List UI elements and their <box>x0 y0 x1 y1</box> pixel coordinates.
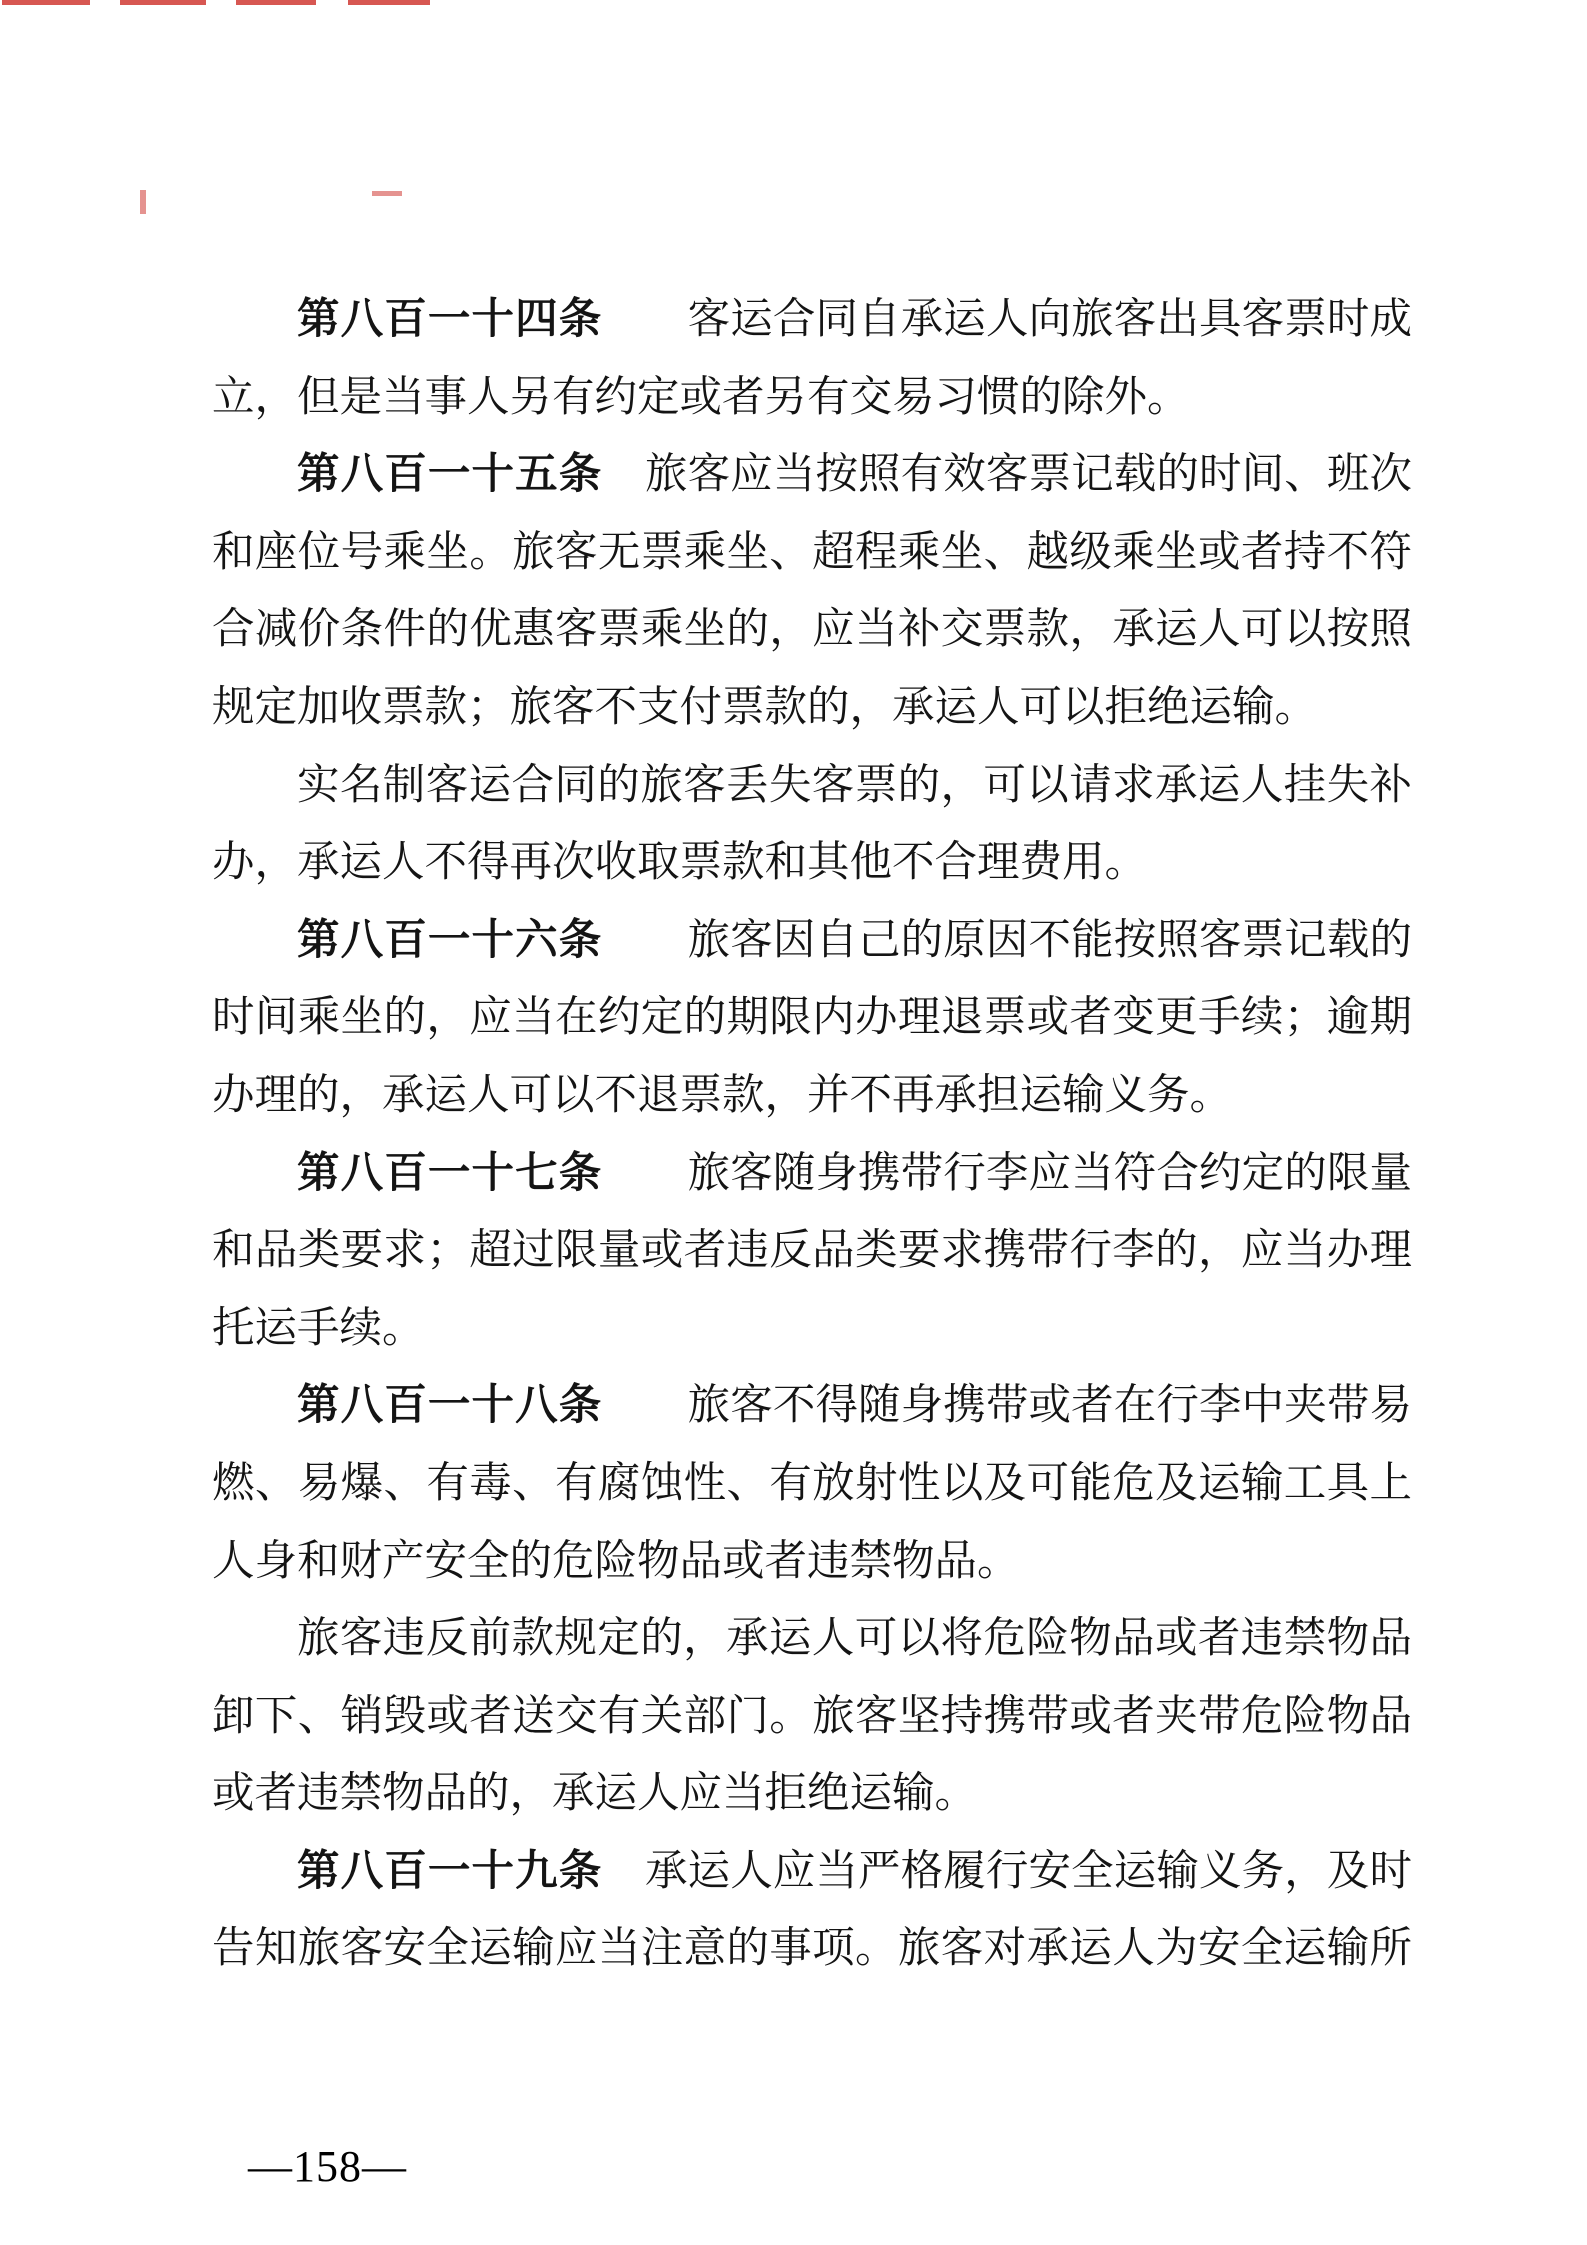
line-text: 或者违禁物品的，承运人应当拒绝运输。 <box>212 1770 978 1818</box>
text-line <box>212 1290 1412 1368</box>
text-line <box>212 1445 1412 1523</box>
article-number: 第八百一十五条 <box>297 451 603 499</box>
line-text: 客运合同自承运人向旅客出具客票时成 <box>602 296 1412 343</box>
text-line <box>212 1833 1412 1911</box>
line-text: 承运人应当严格履行安全运输义务，及时 <box>602 1847 1412 1895</box>
page-number: —158— <box>248 2142 407 2191</box>
line-text: 旅客不得随身携带或者在行李中夹带易 <box>602 1382 1412 1430</box>
text-line <box>212 747 1412 825</box>
scan-artifact-mark <box>120 0 206 5</box>
scan-artifact-mark <box>236 0 316 5</box>
text-line <box>212 1367 1412 1445</box>
line-text: 立，但是当事人另有约定或者另有交易习惯的除外。 <box>212 373 1190 421</box>
text-line <box>212 1910 1412 1988</box>
text-line <box>212 1212 1412 1290</box>
text-line <box>212 1057 1412 1135</box>
scan-artifact-mark <box>2 0 90 5</box>
text-line <box>212 1600 1412 1678</box>
article-number: 第八百一十四条 <box>297 296 603 343</box>
line-text: 和座位号乘坐。旅客无票乘坐、超程乘坐、越级乘坐或者持不符 <box>212 528 1412 576</box>
text-line <box>212 514 1412 592</box>
text-line <box>212 1135 1412 1213</box>
text-line <box>212 281 1412 359</box>
text-line <box>212 824 1412 902</box>
line-text: 实名制客运合同的旅客丢失客票的，可以请求承运人挂失补 <box>297 761 1412 809</box>
line-text: 和品类要求；超过限量或者违反品类要求携带行李的，应当办理 <box>212 1227 1412 1275</box>
article-number: 第八百一十七条 <box>297 1149 603 1197</box>
article-number: 第八百一十九条 <box>297 1847 603 1895</box>
line-text: 托运手续。 <box>212 1304 425 1352</box>
text-line <box>212 902 1412 980</box>
line-text: 旅客随身携带行李应当符合约定的限量 <box>602 1149 1412 1197</box>
line-text: 旅客应当按照有效客票记载的时间、班次 <box>602 451 1412 499</box>
scan-artifact-mark <box>348 0 430 5</box>
line-text: 告知旅客安全运输应当注意的事项。旅客对承运人为安全运输所 <box>212 1925 1412 1973</box>
text-line <box>212 979 1412 1057</box>
line-text: 办理的，承运人可以不退票款，并不再承担运输义务。 <box>212 1071 1233 1119</box>
text-line <box>212 669 1412 747</box>
text-line <box>212 359 1412 437</box>
line-text: 卸下、销毁或者送交有关部门。旅客坚持携带或者夹带危险物品 <box>212 1692 1412 1740</box>
text-line <box>212 1523 1412 1601</box>
line-text: 规定加收票款；旅客不支付票款的，承运人可以拒绝运输。 <box>212 683 1318 731</box>
article-number: 第八百一十八条 <box>297 1382 603 1430</box>
line-text: 办，承运人不得再次收取票款和其他不合理费用。 <box>212 839 1148 887</box>
text-line <box>212 1678 1412 1756</box>
line-text: 合减价条件的优惠客票乘坐的，应当补交票款，承运人可以按照 <box>212 606 1412 654</box>
line-text: 旅客因自己的原因不能按照客票记载的 <box>602 916 1412 964</box>
line-text: 旅客违反前款规定的，承运人可以将危险物品或者违禁物品 <box>297 1615 1412 1663</box>
text-line <box>212 436 1412 514</box>
line-text: 人身和财产安全的危险物品或者违禁物品。 <box>212 1537 1020 1585</box>
text-line <box>212 1755 1412 1833</box>
page-body-text <box>212 281 1412 1988</box>
scan-artifact-mark <box>140 190 146 214</box>
text-line <box>212 591 1412 669</box>
line-text: 时间乘坐的，应当在约定的期限内办理退票或者变更手续；逾期 <box>212 994 1412 1042</box>
line-text: 燃、易爆、有毒、有腐蚀性、有放射性以及可能危及运输工具上 <box>212 1459 1412 1507</box>
article-number: 第八百一十六条 <box>297 916 603 964</box>
scan-artifact-mark <box>372 191 402 196</box>
